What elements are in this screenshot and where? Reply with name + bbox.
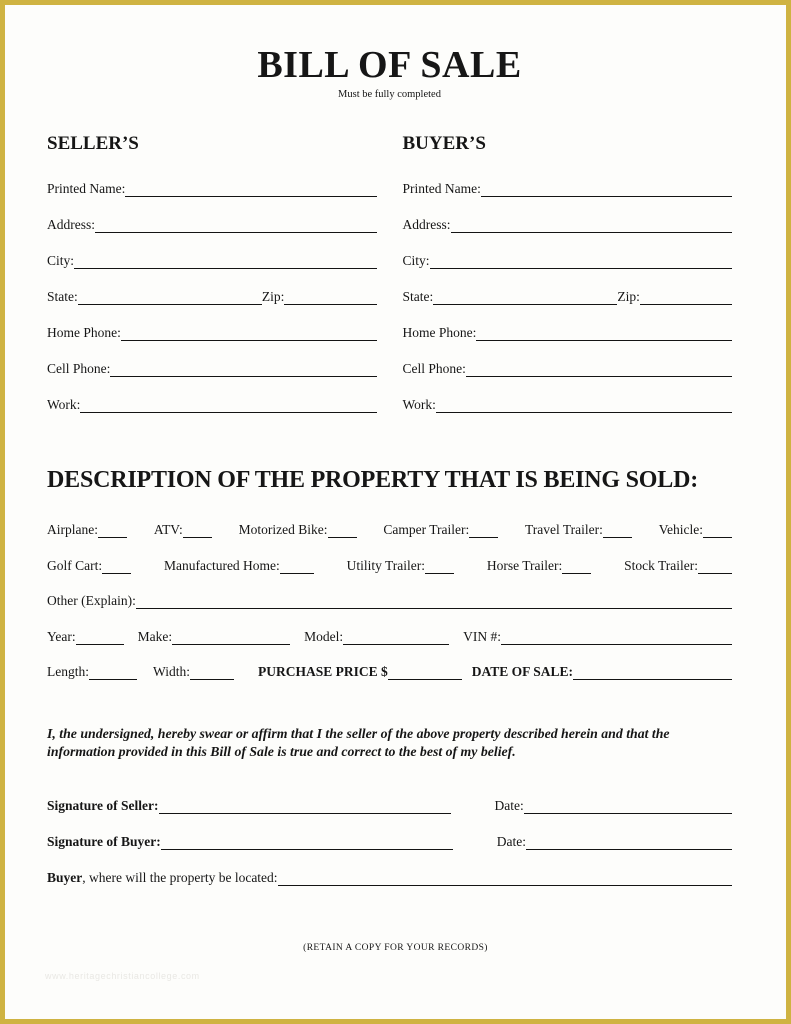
utility-trailer-item bbox=[347, 558, 454, 574]
printed-name-label: Printed Name: bbox=[47, 181, 126, 196]
stock-trailer-item bbox=[624, 558, 732, 574]
seller-signature-field[interactable] bbox=[159, 810, 451, 814]
seller-printed-name-field[interactable] bbox=[125, 193, 376, 197]
travel-trailer-field[interactable] bbox=[603, 534, 632, 538]
buyer-cell-phone-row bbox=[403, 362, 733, 377]
utility-trailer-label: Utility Trailer: bbox=[346, 557, 426, 573]
signatures-section bbox=[47, 798, 732, 886]
document-header bbox=[47, 5, 732, 100]
stock-trailer-field[interactable] bbox=[698, 570, 732, 574]
airplane-field[interactable] bbox=[98, 534, 127, 538]
property-types-row-1 bbox=[47, 523, 732, 538]
property-location-row bbox=[47, 870, 732, 886]
retain-copy-note: (RETAIN A COPY FOR YOUR RECORDS) bbox=[303, 943, 488, 953]
manufactured-home-item bbox=[164, 558, 314, 574]
home-phone-label: Home Phone: bbox=[47, 325, 121, 340]
seller-zip-field[interactable] bbox=[284, 301, 376, 305]
camper-trailer-item bbox=[383, 522, 498, 538]
buyer-city-row bbox=[403, 254, 733, 269]
vin-label: VIN #: bbox=[463, 628, 502, 644]
year-field[interactable] bbox=[76, 641, 124, 645]
dimensions-price-row bbox=[47, 665, 732, 680]
buyer-signature-row bbox=[47, 834, 732, 850]
horse-trailer-field[interactable] bbox=[562, 570, 591, 574]
zip-label: Zip: bbox=[261, 289, 285, 304]
printed-name-label: Printed Name: bbox=[402, 181, 481, 196]
seller-cell-phone-field[interactable] bbox=[110, 373, 376, 377]
buyer-heading: BUYER’S bbox=[402, 133, 486, 154]
travel-trailer-label: Travel Trailer: bbox=[525, 522, 603, 537]
seller-city-row bbox=[47, 254, 377, 269]
purchase-price-label: PURCHASE PRICE $ bbox=[257, 664, 388, 679]
purchase-price-field[interactable] bbox=[388, 676, 462, 680]
work-label: Work: bbox=[47, 397, 81, 412]
buyer-work-field[interactable] bbox=[436, 409, 732, 413]
camper-trailer-label: Camper Trailer: bbox=[383, 522, 470, 537]
buyer-state-field[interactable] bbox=[433, 301, 617, 305]
buyer-home-phone-row bbox=[403, 326, 733, 341]
page-subtitle: Must be fully completed bbox=[338, 89, 441, 100]
seller-state-zip-row bbox=[47, 290, 377, 305]
vehicle-details-row bbox=[47, 630, 732, 645]
date-label: Date: bbox=[494, 798, 524, 814]
city-label: City: bbox=[47, 253, 75, 268]
make-field[interactable] bbox=[172, 641, 290, 645]
watermark-text: www.heritagechristiancollege.com bbox=[45, 971, 200, 981]
parties-section bbox=[47, 133, 732, 434]
zip-label: Zip: bbox=[617, 289, 640, 304]
seller-home-phone-field[interactable] bbox=[121, 337, 377, 341]
buyer-column bbox=[403, 133, 733, 434]
seller-heading: SELLER’S bbox=[47, 133, 139, 154]
vehicle-field[interactable] bbox=[703, 534, 732, 538]
stock-trailer-label: Stock Trailer: bbox=[624, 557, 698, 573]
buyer-zip-field[interactable] bbox=[640, 301, 732, 305]
make-label: Make: bbox=[137, 628, 173, 644]
seller-home-phone-row bbox=[47, 326, 377, 341]
buyer-city-field[interactable] bbox=[430, 265, 732, 269]
length-label: Length: bbox=[47, 664, 89, 679]
address-label: Address: bbox=[402, 217, 451, 232]
travel-trailer-item bbox=[525, 522, 632, 538]
golf-cart-field[interactable] bbox=[102, 570, 131, 574]
atv-field[interactable] bbox=[183, 534, 212, 538]
vehicle-label: Vehicle: bbox=[658, 522, 703, 537]
width-field[interactable] bbox=[190, 676, 234, 680]
buyer-signature-date-field[interactable] bbox=[526, 846, 732, 850]
buyer-location-label: , where will the property be located: bbox=[82, 870, 278, 886]
state-label: State: bbox=[402, 289, 434, 304]
affirmation-statement: I, the undersigned, hereby swear or affirm that I the seller of the above property described herein and that the information provided in this Bill of Sale is true and correct to the best of my belief. bbox=[47, 726, 670, 760]
city-label: City: bbox=[402, 253, 430, 268]
cell-phone-label: Cell Phone: bbox=[47, 361, 111, 376]
buyer-address-row bbox=[403, 218, 733, 233]
buyer-address-field[interactable] bbox=[451, 229, 733, 233]
buyer-printed-name-field[interactable] bbox=[481, 193, 732, 197]
state-label: State: bbox=[47, 289, 78, 304]
seller-state-field[interactable] bbox=[78, 301, 262, 305]
model-label: Model: bbox=[304, 628, 344, 644]
signature-of-seller-label: Signature of Seller: bbox=[47, 798, 159, 814]
golf-cart-item bbox=[47, 558, 131, 574]
golf-cart-label: Golf Cart: bbox=[47, 557, 103, 573]
atv-label: ATV: bbox=[153, 522, 183, 537]
manufactured-home-field[interactable] bbox=[280, 570, 314, 574]
airplane-item bbox=[47, 522, 127, 538]
date-of-sale-field[interactable] bbox=[573, 676, 732, 680]
buyer-signature-field[interactable] bbox=[161, 846, 453, 850]
seller-cell-phone-row bbox=[47, 362, 377, 377]
buyer-work-row bbox=[403, 398, 733, 413]
camper-trailer-field[interactable] bbox=[469, 534, 498, 538]
utility-trailer-field[interactable] bbox=[425, 570, 454, 574]
length-field[interactable] bbox=[89, 676, 137, 680]
description-heading: DESCRIPTION OF THE PROPERTY THAT IS BEING SOLD: bbox=[47, 467, 699, 493]
buyer-location-bold-label: Buyer bbox=[47, 870, 83, 886]
width-label: Width: bbox=[153, 664, 190, 679]
other-explain-label: Other (Explain): bbox=[47, 593, 136, 608]
year-label: Year: bbox=[47, 628, 76, 644]
atv-item bbox=[154, 522, 212, 538]
manufactured-home-label: Manufactured Home: bbox=[163, 557, 280, 573]
buyer-cell-phone-field[interactable] bbox=[466, 373, 732, 377]
seller-address-field[interactable] bbox=[95, 229, 377, 233]
other-explain-row bbox=[47, 594, 732, 609]
horse-trailer-item bbox=[487, 558, 591, 574]
seller-work-row bbox=[47, 398, 377, 413]
model-field[interactable] bbox=[343, 641, 449, 645]
page-title: BILL OF SALE bbox=[257, 44, 522, 86]
signature-of-buyer-label: Signature of Buyer: bbox=[47, 834, 161, 850]
airplane-label: Airplane: bbox=[47, 522, 98, 537]
work-label: Work: bbox=[402, 397, 436, 412]
motorized-bike-label: Motorized Bike: bbox=[238, 522, 328, 537]
property-location-field[interactable] bbox=[278, 882, 732, 886]
motorized-bike-item bbox=[239, 522, 357, 538]
horse-trailer-label: Horse Trailer: bbox=[486, 557, 563, 573]
property-types-row-2 bbox=[47, 559, 732, 574]
property-description-section bbox=[47, 467, 732, 680]
buyer-home-phone-field[interactable] bbox=[476, 337, 732, 341]
other-explain-field[interactable] bbox=[136, 605, 732, 609]
buyer-printed-name-row bbox=[403, 182, 733, 197]
seller-printed-name-row bbox=[47, 182, 377, 197]
seller-city-field[interactable] bbox=[74, 265, 376, 269]
seller-work-field[interactable] bbox=[80, 409, 376, 413]
vehicle-item bbox=[659, 522, 732, 538]
home-phone-label: Home Phone: bbox=[402, 325, 477, 340]
date-of-sale-label: DATE OF SALE: bbox=[471, 664, 573, 679]
seller-signature-date-field[interactable] bbox=[524, 810, 732, 814]
date-label: Date: bbox=[496, 834, 526, 850]
address-label: Address: bbox=[47, 217, 95, 232]
seller-address-row bbox=[47, 218, 377, 233]
seller-column bbox=[47, 133, 377, 434]
buyer-state-zip-row bbox=[403, 290, 733, 305]
seller-signature-row bbox=[47, 798, 732, 814]
cell-phone-label: Cell Phone: bbox=[402, 361, 466, 376]
motorized-bike-field[interactable] bbox=[328, 534, 357, 538]
vin-field[interactable] bbox=[501, 641, 732, 645]
